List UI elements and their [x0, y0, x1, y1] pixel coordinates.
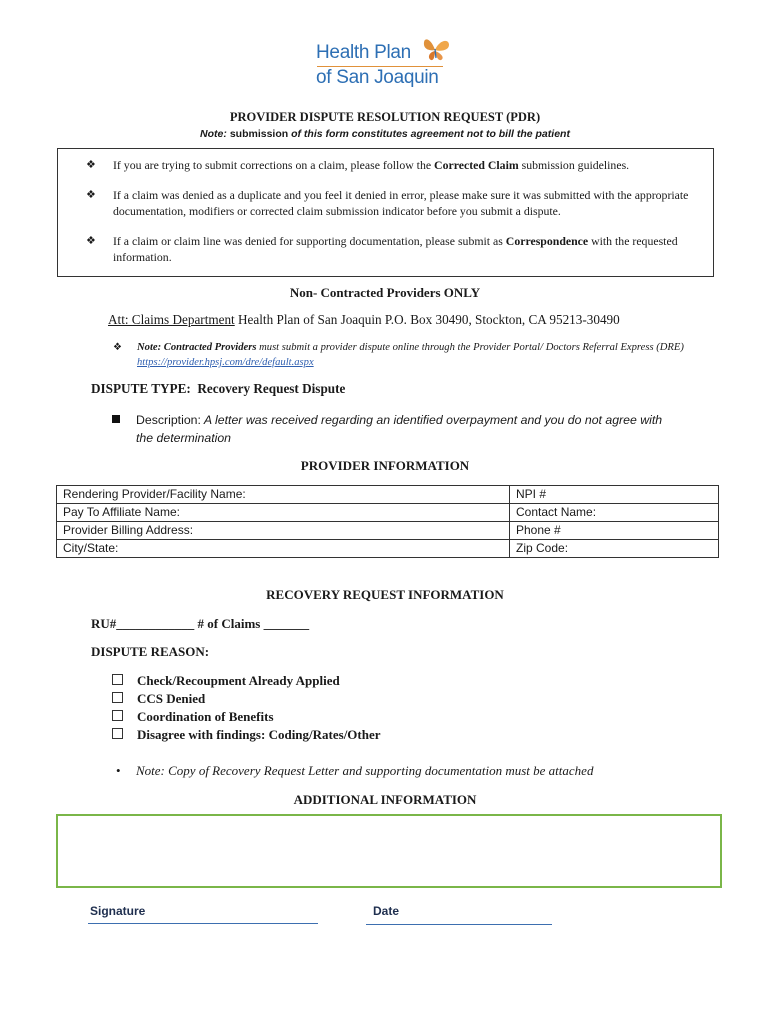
table-cell[interactable]: Phone #: [510, 522, 719, 540]
contracted-note-text: must submit a provider dispute online through the Provider Portal/ Doctors Referral Express (DRE): [256, 342, 684, 353]
dispute-description: [112, 411, 672, 447]
non-contracted-heading: Non- Contracted Providers ONLY: [289, 285, 481, 300]
guidelines-box: [57, 148, 714, 277]
reason-label: CCS Denied: [137, 691, 206, 706]
guideline-text: If you are trying to submit corrections on a claim, please follow the: [113, 158, 435, 172]
guideline-text-end: submission guidelines.: [518, 158, 630, 172]
dispute-type-value: Recovery Request Dispute: [197, 381, 346, 396]
reason-label: Check/Recoupment Already Applied: [137, 673, 340, 688]
date-label: Date: [373, 904, 400, 918]
reason-option[interactable]: [112, 690, 381, 708]
reason-option[interactable]: [112, 672, 381, 690]
additional-info-heading: ADDITIONAL INFORMATION: [293, 792, 477, 807]
att-address: Health Plan of San Joaquin P.O. Box 30490, Stockton, CA 95213-30490: [234, 312, 620, 327]
guideline-item: [86, 188, 699, 219]
form-note: [0, 128, 770, 140]
guideline-text-end: with the requested information.: [113, 234, 678, 264]
table-row: [57, 522, 719, 540]
guideline-item: [86, 158, 699, 174]
diamond-bullet-icon: ❖: [113, 342, 122, 353]
table-cell[interactable]: Contact Name:: [510, 504, 719, 522]
table-cell[interactable]: NPI #: [510, 486, 719, 504]
contracted-note-label: Note: Contracted Providers: [137, 342, 257, 353]
logo-line-1: Health Plan: [316, 42, 411, 63]
checkbox[interactable]: [112, 728, 123, 739]
butterfly-icon: [419, 36, 453, 62]
table-cell[interactable]: Pay To Affiliate Name:: [57, 504, 510, 522]
dispute-reason-heading: DISPUTE REASON:: [91, 644, 210, 659]
square-bullet-icon: [112, 415, 120, 423]
date-line[interactable]: [366, 924, 552, 925]
guideline-bold: Corrected Claim: [434, 158, 519, 172]
checkbox[interactable]: [112, 710, 123, 721]
reason-option[interactable]: [112, 708, 381, 726]
attachment-note-text: Note: Copy of Recovery Request Letter and supporting documentation must be attached: [136, 763, 594, 778]
logo: [316, 36, 466, 96]
signature-line[interactable]: [88, 923, 318, 924]
mailing-address: [108, 312, 620, 328]
description-label: Description:: [136, 413, 201, 427]
page-title: PROVIDER DISPUTE RESOLUTION REQUEST (PDR): [229, 110, 541, 124]
dispute-type-label: DISPUTE TYPE:: [91, 381, 191, 396]
reason-label: Disagree with findings: Coding/Rates/Other: [137, 727, 381, 742]
ru-claims-line[interactable]: RU#____________ # of Claims _______: [91, 616, 310, 631]
note-rest: of this form constitutes agreement not to bill the patient: [291, 128, 570, 140]
checkbox[interactable]: [112, 674, 123, 685]
contracted-note: [113, 340, 703, 370]
additional-info-field[interactable]: [56, 814, 722, 888]
guideline-item: [86, 234, 699, 265]
diamond-bullet-icon: ❖: [86, 159, 96, 171]
logo-line-2: of San Joaquin: [316, 67, 439, 88]
table-cell[interactable]: Rendering Provider/Facility Name:: [57, 486, 510, 504]
reason-label: Coordination of Benefits: [137, 709, 274, 724]
diamond-bullet-icon: ❖: [86, 235, 96, 247]
provider-portal-link[interactable]: https://provider.hpsj.com/dre/default.aspx: [137, 357, 314, 368]
provider-info-heading: PROVIDER INFORMATION: [300, 458, 470, 473]
bullet-icon: •: [116, 763, 121, 778]
checkbox[interactable]: [112, 692, 123, 703]
dispute-type: [91, 381, 345, 397]
reason-option[interactable]: [112, 726, 381, 744]
table-cell[interactable]: Zip Code:: [510, 540, 719, 558]
note-prefix: Note:: [200, 128, 227, 140]
attachment-note: [116, 763, 593, 779]
table-cell[interactable]: City/State:: [57, 540, 510, 558]
table-row: [57, 540, 719, 558]
table-row: [57, 486, 719, 504]
description-text: A letter was received regarding an identified overpayment and you do not agree with the determination: [136, 413, 663, 445]
table-row: [57, 504, 719, 522]
att-label: Att: Claims Department: [108, 312, 235, 327]
note-word: submission: [229, 128, 289, 140]
table-cell[interactable]: Provider Billing Address:: [57, 522, 510, 540]
provider-info-table: [56, 485, 719, 558]
signature-label: Signature: [90, 904, 146, 918]
guideline-bold: Correspondence: [505, 234, 589, 248]
guideline-text: If a claim was denied as a duplicate and you feel it denied in error, please make sure it was submitted with the appropriate documentation, modifiers or corrected claim submission indicator before you submit a dispute.: [113, 188, 689, 218]
diamond-bullet-icon: ❖: [86, 189, 96, 201]
guideline-text: If a claim or claim line was denied for supporting documentation, please submit as: [113, 234, 506, 248]
recovery-heading: RECOVERY REQUEST INFORMATION: [266, 587, 504, 602]
dispute-reason-list: [112, 672, 381, 744]
